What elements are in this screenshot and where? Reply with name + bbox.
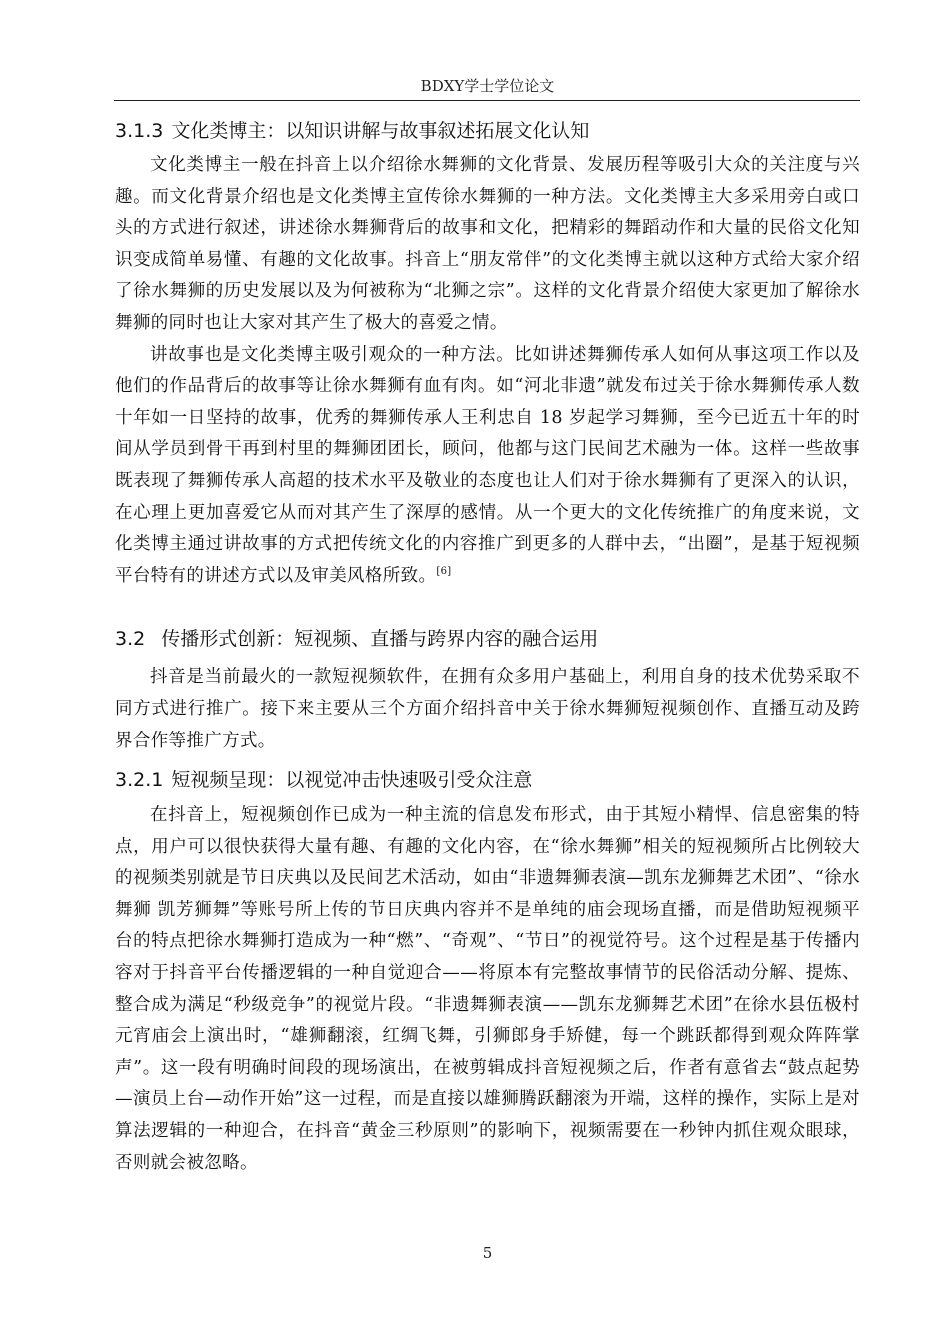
section-number: 3.2 (115, 628, 146, 651)
section-title: 文化类博主：以知识讲解与故事叙述拓展文化认知 (171, 120, 590, 142)
running-header: BDXY学士学位论文 (420, 77, 555, 95)
paragraph-text: 讲故事也是文化类博主吸引观众的一种方法。比如讲述舞狮传承人如何从事这项工作以及他们的作品背后的故事等让徐水舞狮有血有肉。如“河北非遗”就发布过关于徐水舞狮传承人数十年如一日坚持的故事，优秀的舞狮传承人王利忠自 18 岁起学习舞狮，至今已近五十年的时间从学员到骨干再到村里的舞狮团团长，顾问，他都与这门民间艺术融为一体。这样一些故事既表现了舞狮传承人高超的技术水平及敬业的态度也让人们对于徐水舞狮有了更深入的认识，在心理上更加喜爱它从而对其产生了深厚的感情。从一个更大的文化传统推广的角度来说，文化类博主通过讲故事的方式把传统文化的内容推广到更多的人群中去，“出圈”，是基于短视频平台特有的讲述方式以及审美风格所致。 (115, 344, 860, 586)
page-number: 5 (482, 1244, 493, 1262)
citation-marker: [6] (436, 565, 452, 577)
paragraph: 抖音是当前最火的一款短视频软件，在拥有众多用户基础上，利用自身的技术优势采取不同方式进行推广。接下来主要从三个方面介绍抖音中关于徐水舞狮短视频创作、直播互动及跨界合作等推广方式。 (115, 667, 860, 751)
section-number: 3.2.1 (115, 769, 164, 792)
section-heading-3-2-1 (115, 765, 860, 795)
paragraph: 在抖音上，短视频创作已成为一种主流的信息发布形式，由于其短小精悍、信息密集的特点，用户可以很快获得大量有趣、有趣的文化内容，在“徐水舞狮”相关的短视频所占比例较大的视频类别就是节日庆典以及民间艺术活动，如由“非遗舞狮表演—凯东龙狮舞艺术团”、“徐水舞狮 凯芳狮舞”等账号所上传的节日庆典内容并不是单纯的庙会现场直播，而是借助短视频平台的特点把徐水舞狮打造成为一种“燃”、“奇观”、“节日”的视觉符号。这个过程是基于传播内容对于抖音平台传播逻辑的一种自觉迎合——将原本有完整故事情节的民俗活动分解、提炼、整合成为满足“秒级竞争”的视觉片段。“非遗舞狮表演——凯东龙狮舞艺术团”在徐水县伍极村元宵庙会上演出时，“雄狮翻滚，红绸飞舞，引狮郎身手矫健，每一个跳跃都得到观众阵阵掌声”。这一段有明确时间段的现场演出，在被剪辑成抖音短视频之后，作者有意省去“鼓点起势—演员上台—动作开始”这一过程，而是直接以雄狮腾跃翻滚为开端，这样的操作，实际上是对算法逻辑的一种迎合，在抖音“黄金三秒原则”的影响下，视频需要在一秒钟内抓住观众眼球，否则就会被忽略。 (115, 805, 860, 1173)
section-number: 3.1.3 (115, 120, 164, 142)
section-title: 短视频呈现：以视觉冲击快速吸引受众注意 (171, 769, 533, 792)
paragraph: 文化类博主一般在抖音上以介绍徐水舞狮的文化背景、发展历程等吸引大众的关注度与兴趣。而文化背景介绍也是文化类博主宣传徐水舞狮的一种方法。文化类博主大多采用旁白或口头的方式进行叙述，讲述徐水舞狮背后的故事和文化，把精彩的舞蹈动作和大量的民俗文化知识变成简单易懂、有趣的文化故事。抖音上“朋友常伴”的文化类博主就以这种方式给大家介绍了徐水舞狮的历史发展以及为何被称为“北狮之宗”。这样的文化背景介绍使大家更加了解徐水舞狮的同时也让大家对其产生了极大的喜爱之情。 (115, 155, 860, 333)
section-title: 传播形式创新：短视频、直播与跨界内容的融合运用 (161, 628, 599, 651)
section-heading-3-1-3 (115, 116, 860, 146)
header-divider (114, 100, 860, 101)
section-heading-3-2 (115, 624, 860, 654)
page-body (115, 116, 860, 1179)
paragraph-with-citation (115, 340, 860, 593)
